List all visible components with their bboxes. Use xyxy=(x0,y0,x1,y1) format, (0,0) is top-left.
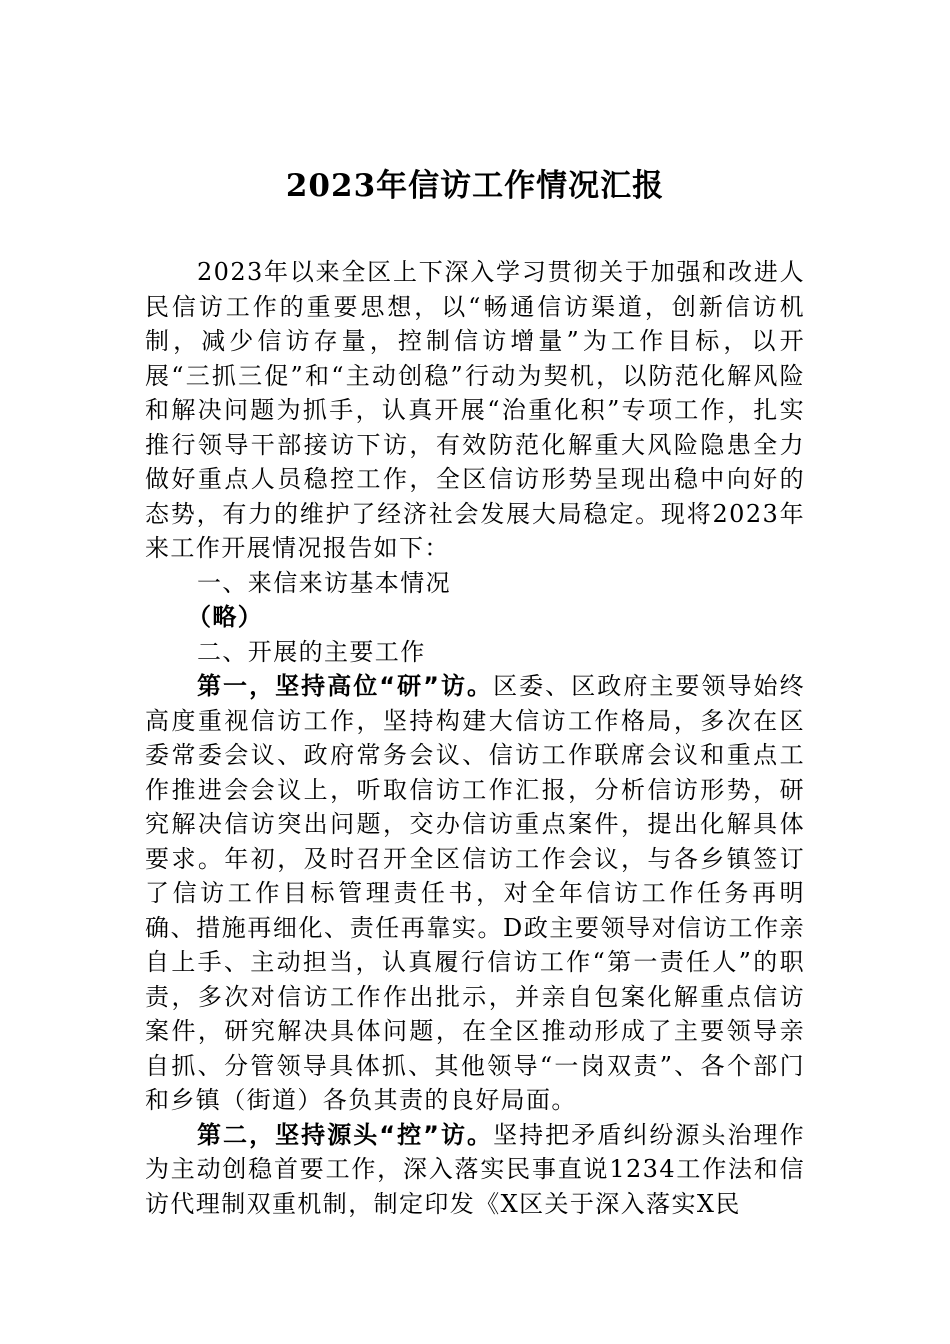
section-heading-basic-situation: 一、来信来访基本情况 xyxy=(197,568,451,597)
document-title: 2023年信访工作情况汇报 xyxy=(285,168,665,204)
work-item-2-lead: 第二，坚持源头“控”访。 xyxy=(197,1120,494,1149)
section-note-omitted: （略） xyxy=(187,603,264,631)
work-item-1-lead: 第一，坚持高位“研”访。 xyxy=(197,672,494,700)
work-item-2-text: 坚持把矛盾纠纷源头治理作为主动创稳首要工作，深入落实民事直说1234工作法和信访代理制双重机制，制定印发《X区关于深入落实X民 xyxy=(145,1120,805,1218)
intro-paragraph: 2023年以来全区上下深入学习贯彻关于加强和改进人民信访工作的重要思想，以“畅通信访渠道，创新信访机制，减少信访存量，控制信访增量”为工作目标，以开展“三抓三促”和“主动创稳”行动为契机，以防范化解风险和解决问题为抓手，认真开展“治重化积”专项工作，扎实推行领导干部接访下访，有效防范化解重大风险隐患全力做好重点人员稳控工作，全区信访形势呈现出稳中向好的态势，有力的维护了经济社会发展大局稳定。现将2023年来工作开展情况报告如下： xyxy=(145,258,805,562)
work-item-1 xyxy=(145,669,805,1118)
section-heading-main-work: 二、开展的主要工作 xyxy=(197,637,426,666)
document-body xyxy=(145,255,805,1221)
work-item-1-text: 区委、区政府主要领导始终高度重视信访工作，坚持构建大信访工作格局，多次在区委常委会议、政府常务会议、信访工作联席会议和重点工作推进会会议上，听取信访工作汇报，分析信访形势，研究解决信访突出问题，交办信访重点案件，提出化解具体要求。年初，及时召开全区信访工作会议，与各乡镇签订了信访工作目标管理责任书，对全年信访工作任务再明确、措施再细化、责任再靠实。D政主要领导对信访工作亲自上手、主动担当，认真履行信访工作“第一责任人”的职责，多次对信访工作作出批示，并亲自包案化解重点信访案件，研究解决具体问题，在全区推动形成了主要领导亲自抓、分管领导具体抓、其他领导“一岗双责”、各个部门和乡镇（街道）各负其责的良好局面。 xyxy=(145,672,805,1114)
work-item-2 xyxy=(145,1118,805,1222)
